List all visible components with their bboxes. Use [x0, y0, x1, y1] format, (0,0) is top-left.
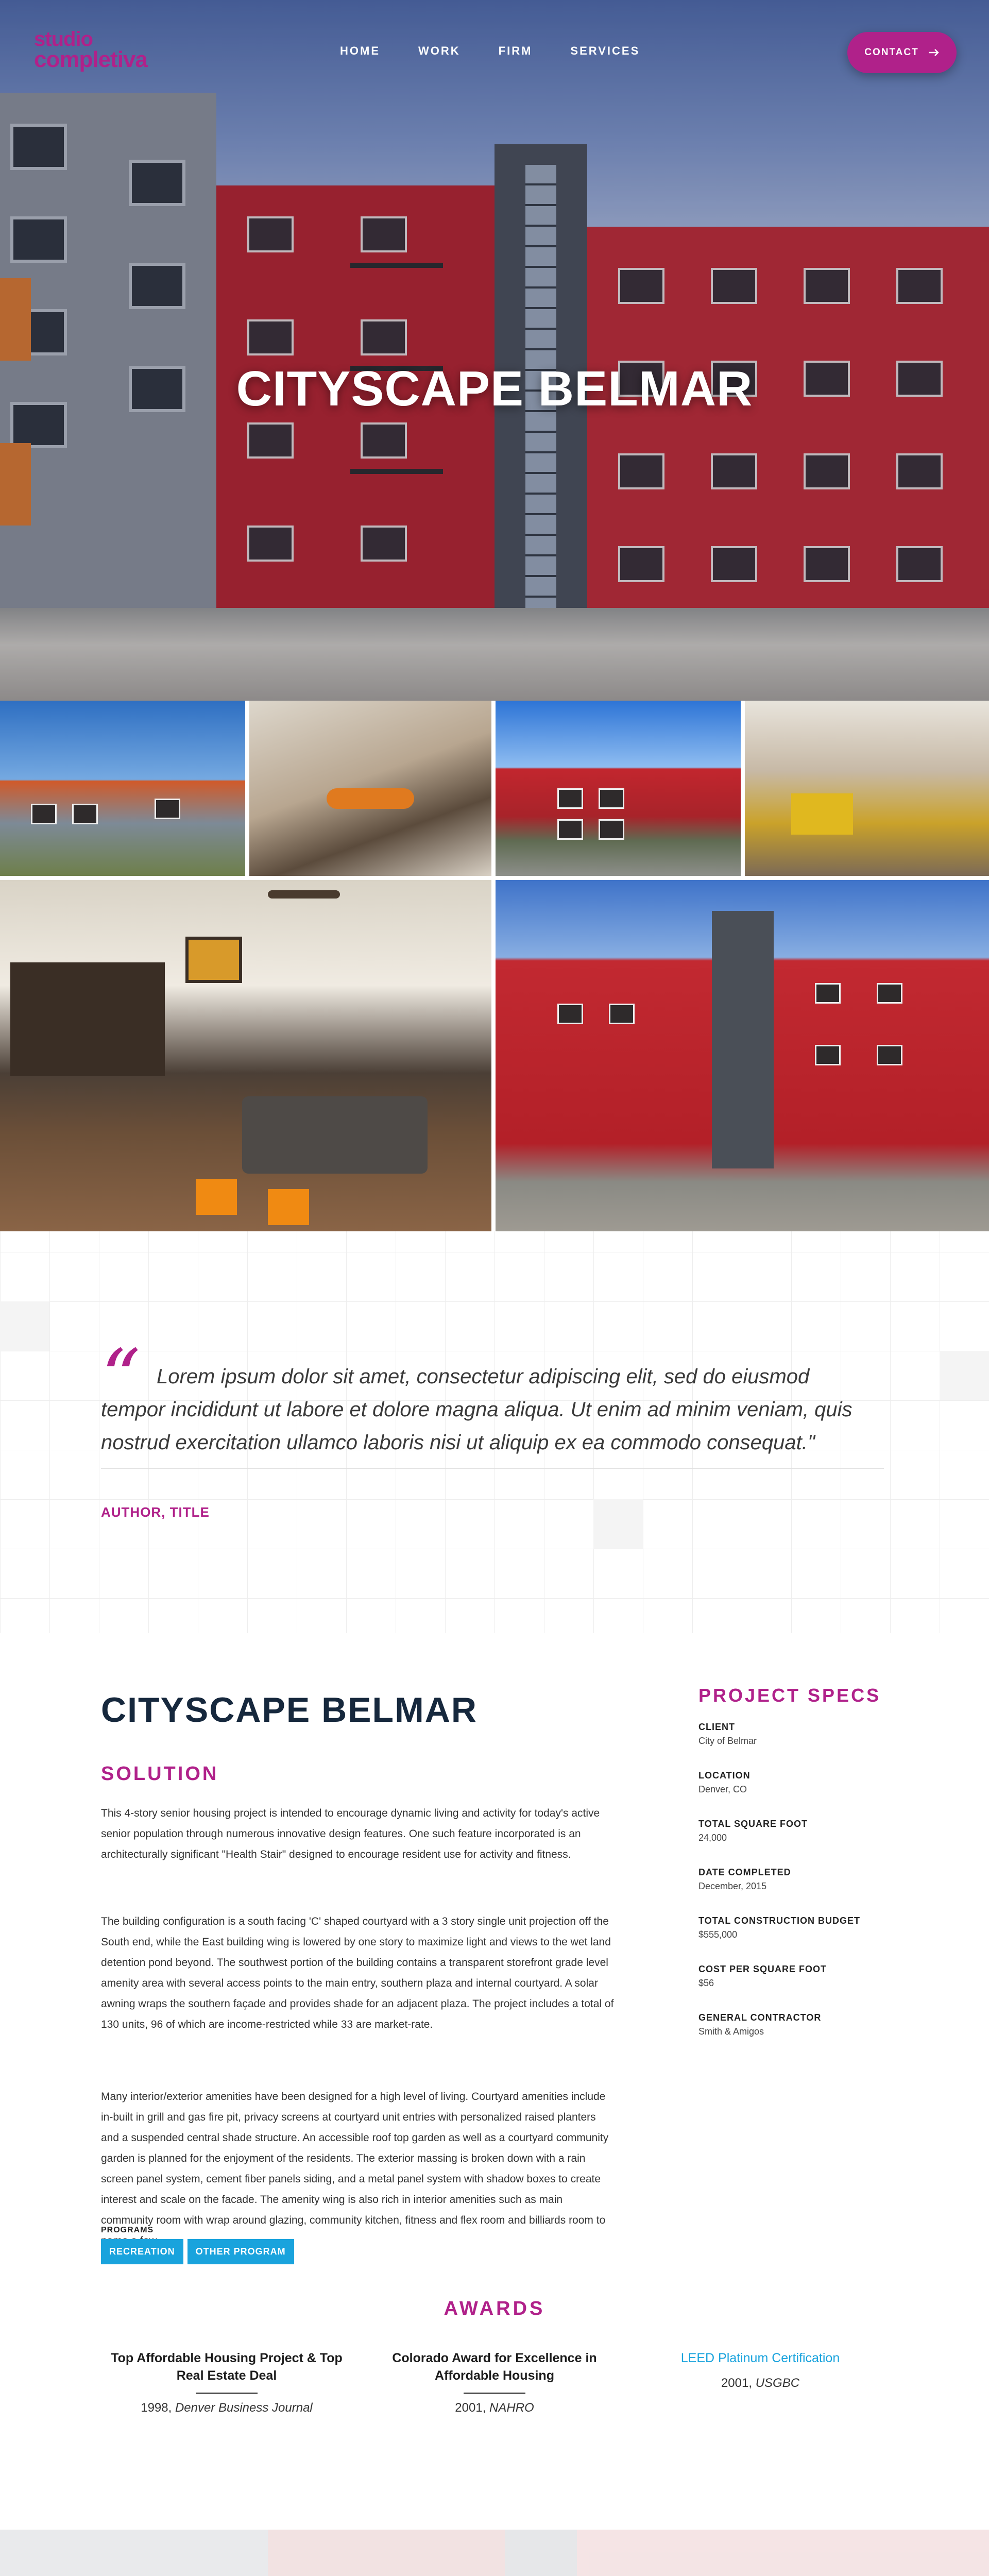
spec-value: Denver, CO — [698, 1784, 747, 1794]
program-tag[interactable]: RECREATION — [101, 2239, 183, 2264]
orange-bench — [327, 788, 414, 809]
spec-value: December, 2015 — [698, 1881, 767, 1891]
spec-item — [698, 2012, 894, 2037]
window — [72, 804, 98, 824]
spec-label: CLIENT — [698, 1722, 735, 1732]
spec-label: LOCATION — [698, 1770, 751, 1781]
cta-overlay — [0, 2530, 989, 2576]
window — [557, 788, 583, 809]
gallery-image-red-facade[interactable] — [496, 701, 741, 876]
window — [599, 819, 624, 840]
hero-title: CITYSCAPE BELMAR — [236, 361, 753, 416]
award-name: Top Affordable Housing Project & Top Real Estate Deal — [111, 2351, 343, 2383]
project-details — [0, 1633, 989, 2298]
project-title: CITYSCAPE BELMAR — [101, 1690, 478, 1730]
spec-value: $56 — [698, 1978, 714, 1988]
award-year: 2001, — [455, 2401, 486, 2415]
orange-ottoman — [268, 1189, 309, 1225]
window — [155, 799, 180, 819]
arrow-right-icon — [928, 48, 940, 57]
window — [557, 1004, 583, 1024]
window — [815, 983, 841, 1004]
spec-item — [698, 1867, 894, 1892]
grid-square — [0, 1301, 49, 1351]
spec-value: City of Belmar — [698, 1736, 757, 1746]
main-menu — [340, 44, 678, 58]
solution-heading: SOLUTION — [101, 1763, 219, 1785]
quote-icon: “ — [101, 1333, 141, 1423]
hero-overlay — [0, 0, 989, 701]
testimonial — [0, 1231, 989, 1633]
yellow-chair — [791, 793, 853, 835]
spec-label: DATE COMPLETED — [698, 1867, 791, 1877]
award-meta — [366, 2401, 623, 2415]
specs-heading: PROJECT SPECS — [698, 1685, 881, 1706]
award-item — [632, 2349, 889, 2391]
nav-services[interactable]: SERVICES — [570, 44, 640, 57]
spec-value: 24,000 — [698, 1833, 727, 1843]
nav-work[interactable]: WORK — [418, 44, 461, 57]
spec-value: $555,000 — [698, 1929, 738, 1940]
presentation-cta — [0, 2530, 989, 2576]
award-source: Denver Business Journal — [175, 2401, 313, 2415]
photo-gallery — [0, 701, 989, 1231]
programs-heading: PROGRAMS — [101, 2226, 154, 2234]
spacer — [632, 2367, 889, 2376]
quote-text: Lorem ipsum dolor sit amet, consectetur adipiscing elit, sed do eiusmod tempor incididunt ut labore et dolore magna aliqua. Ut enim ad minim veniam, quis nostrud exercitation ullamco laboris nisi ut aliquip ex ea commodo consequat." — [101, 1365, 852, 1454]
award-link[interactable]: LEED Platinum Certification — [680, 2351, 840, 2365]
spec-label: TOTAL CONSTRUCTION BUDGET — [698, 1916, 860, 1926]
divider — [464, 2393, 525, 2394]
spec-item — [698, 1964, 894, 1989]
window — [31, 804, 57, 824]
top-nav — [0, 0, 989, 103]
gallery-image-exterior-courtyard[interactable] — [0, 701, 245, 876]
award-source: USGBC — [755, 2376, 800, 2390]
kitchen-cabinets — [10, 962, 165, 1076]
window — [599, 788, 624, 809]
award-meta — [632, 2376, 889, 2391]
program-tags — [101, 2239, 294, 2264]
divider — [196, 2393, 258, 2394]
spec-label: COST PER SQUARE FOOT — [698, 1964, 827, 1974]
spec-item — [698, 1916, 894, 1940]
logo-line-2: completiva — [34, 47, 147, 72]
site-logo[interactable] — [34, 29, 147, 70]
spec-item — [698, 1722, 894, 1747]
award-name: Colorado Award for Excellence in Affordable Housing — [392, 2351, 597, 2383]
grid-square — [593, 1499, 643, 1549]
grid-square — [940, 1351, 989, 1400]
window — [877, 1045, 902, 1065]
window — [877, 983, 902, 1004]
solution-paragraph: The building configuration is a south facing 'C' shaped courtyard with a 3 story single unit projection off the South end, while the East building wing is lowered by one story to maximize light and views to the wet land detention pond beyond. The southwest portion of the building contains a transparent storefront grade level amenity area with several access points to the main entry, southern plaza and internal courtyard. A solar awning wraps the southern façade and provides shade for an adjacent plaza. The project includes a total of 130 units, 96 of which are income-restricted while 33 are market-rate. — [101, 1916, 614, 2030]
nav-home[interactable]: HOME — [340, 44, 380, 57]
logo-line-1: studio — [34, 28, 93, 50]
contact-button-label: CONTACT — [864, 47, 919, 58]
project-specs — [698, 1685, 894, 2061]
nav-firm[interactable]: FIRM — [498, 44, 533, 57]
ceiling-fan — [268, 890, 340, 899]
window — [815, 1045, 841, 1065]
window — [557, 819, 583, 840]
quote-author: AUTHOR, TITLE — [101, 1504, 210, 1520]
award-year: 1998, — [141, 2401, 172, 2415]
divider — [101, 1468, 884, 1469]
awards-section — [0, 2298, 989, 2530]
award-source: NAHRO — [489, 2401, 534, 2415]
contact-button[interactable] — [847, 32, 957, 73]
spec-value: Smith & Amigos — [698, 2026, 764, 2037]
awards-heading: AWARDS — [444, 2298, 545, 2319]
award-meta — [98, 2401, 355, 2415]
spec-label: TOTAL SQUARE FOOT — [698, 1819, 808, 1829]
spec-item — [698, 1819, 894, 1843]
program-tag[interactable]: OTHER PROGRAM — [187, 2239, 294, 2264]
gallery-image-living-room[interactable] — [0, 880, 491, 1231]
spec-item — [698, 1770, 894, 1795]
gallery-image-lobby[interactable] — [249, 701, 491, 876]
orange-ottoman — [196, 1179, 237, 1215]
wall-painting — [185, 937, 242, 983]
solution-paragraph: Many interior/exterior amenities have been designed for a high level of living. Courtyard amenities include in-built in grill and gas fire pit, privacy screens at courtyard unit entries with personalized raised planters and a suspended central shade structure. An accessible roof top garden as well as a courtyard community garden is planned for the enjoyment of the residents. The exterior massing is broken down with a rain screen panel system, cement fiber panels siding, and a metal panel system with shadow boxes to create interest and scale on the facade. The amenity wing is also rich in interior amenities such as main community room with wrap around glazing, community kitchen, fitness and flex room and billiards room to — [101, 2091, 609, 2226]
gallery-image-building-elevation[interactable] — [496, 880, 989, 1231]
window — [609, 1004, 635, 1024]
glass-tower — [712, 911, 774, 1168]
sofa — [242, 1096, 428, 1174]
award-year: 2001, — [721, 2376, 753, 2390]
solution-paragraph: This 4-story senior housing project is intended to encourage dynamic living and activity for today's active senior population through numerous innovative design features. One such feature incorporated is an architecturally significant "Health Stair" designed to encourage resident use for activity and fitness. — [101, 1807, 600, 1860]
hero — [0, 0, 989, 701]
award-item — [366, 2349, 623, 2415]
award-item — [98, 2349, 355, 2415]
spec-label: GENERAL CONTRACTOR — [698, 2012, 822, 2023]
gallery-image-lounge[interactable] — [745, 701, 989, 876]
